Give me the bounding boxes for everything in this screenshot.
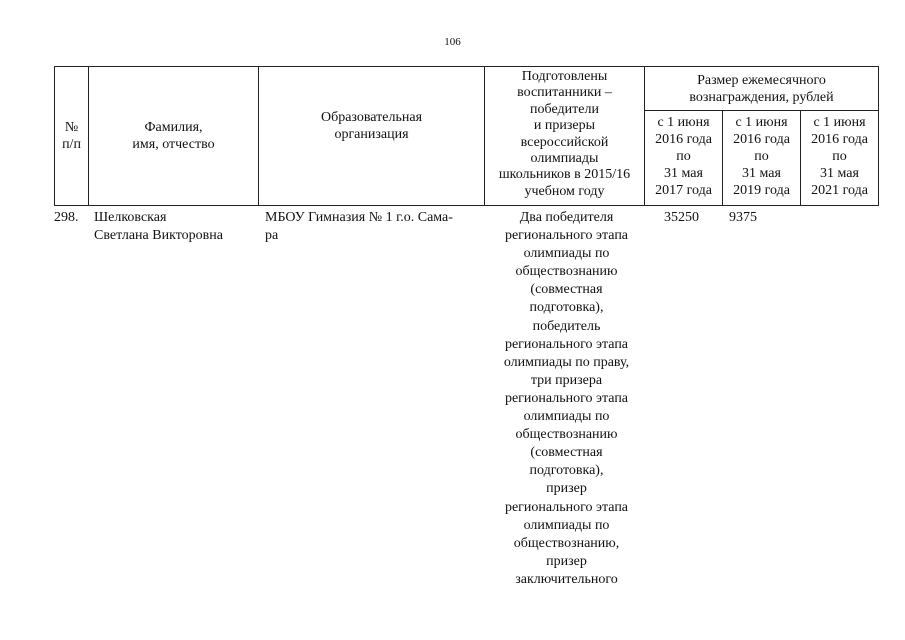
- row-award-2019: 9375: [729, 210, 757, 225]
- row-prepared: Два победителя регионального этапа олимпиады по обществознанию (совместная подготовка), победитель регионального этапа олимпиады по праву, три призера регионального этапа олимпиады по обществознанию (совместная подготовка), призер регионального этапа олимпиады по обществознанию, призер заключительного: [503, 210, 630, 587]
- award-table: [54, 66, 879, 206]
- header-period-2017: с 1 июня 2016 года по 31 мая 2017 года: [645, 111, 723, 206]
- row-name: Шелковская Светлана Викторовна: [94, 210, 223, 244]
- header-name: Фамилия, имя, отчество: [89, 67, 259, 206]
- header-award-group: Размер ежемесячного вознаграждения, рублей: [645, 67, 879, 111]
- row-organization-line1: МБОУ Гимназия № 1 г.о. Сама-: [265, 210, 453, 225]
- page-number: 106: [444, 36, 461, 48]
- row-organization-line2: ра: [265, 228, 279, 244]
- row-award-2017: 35250: [664, 210, 699, 225]
- header-number: № п/п: [55, 67, 89, 206]
- header-period-2019: с 1 июня 2016 года по 31 мая 2019 года: [723, 111, 801, 206]
- row-organization: [265, 209, 485, 245]
- header-period-2021: с 1 июня 2016 года по 31 мая 2021 года: [801, 111, 879, 206]
- header-prepared: Подготовлены воспитанники – победители и призеры всероссийской олимпиады школьников в 2015/16 учебном году: [485, 67, 645, 206]
- row-number: 298.: [54, 210, 79, 225]
- header-organization: Образовательная организация: [259, 67, 485, 206]
